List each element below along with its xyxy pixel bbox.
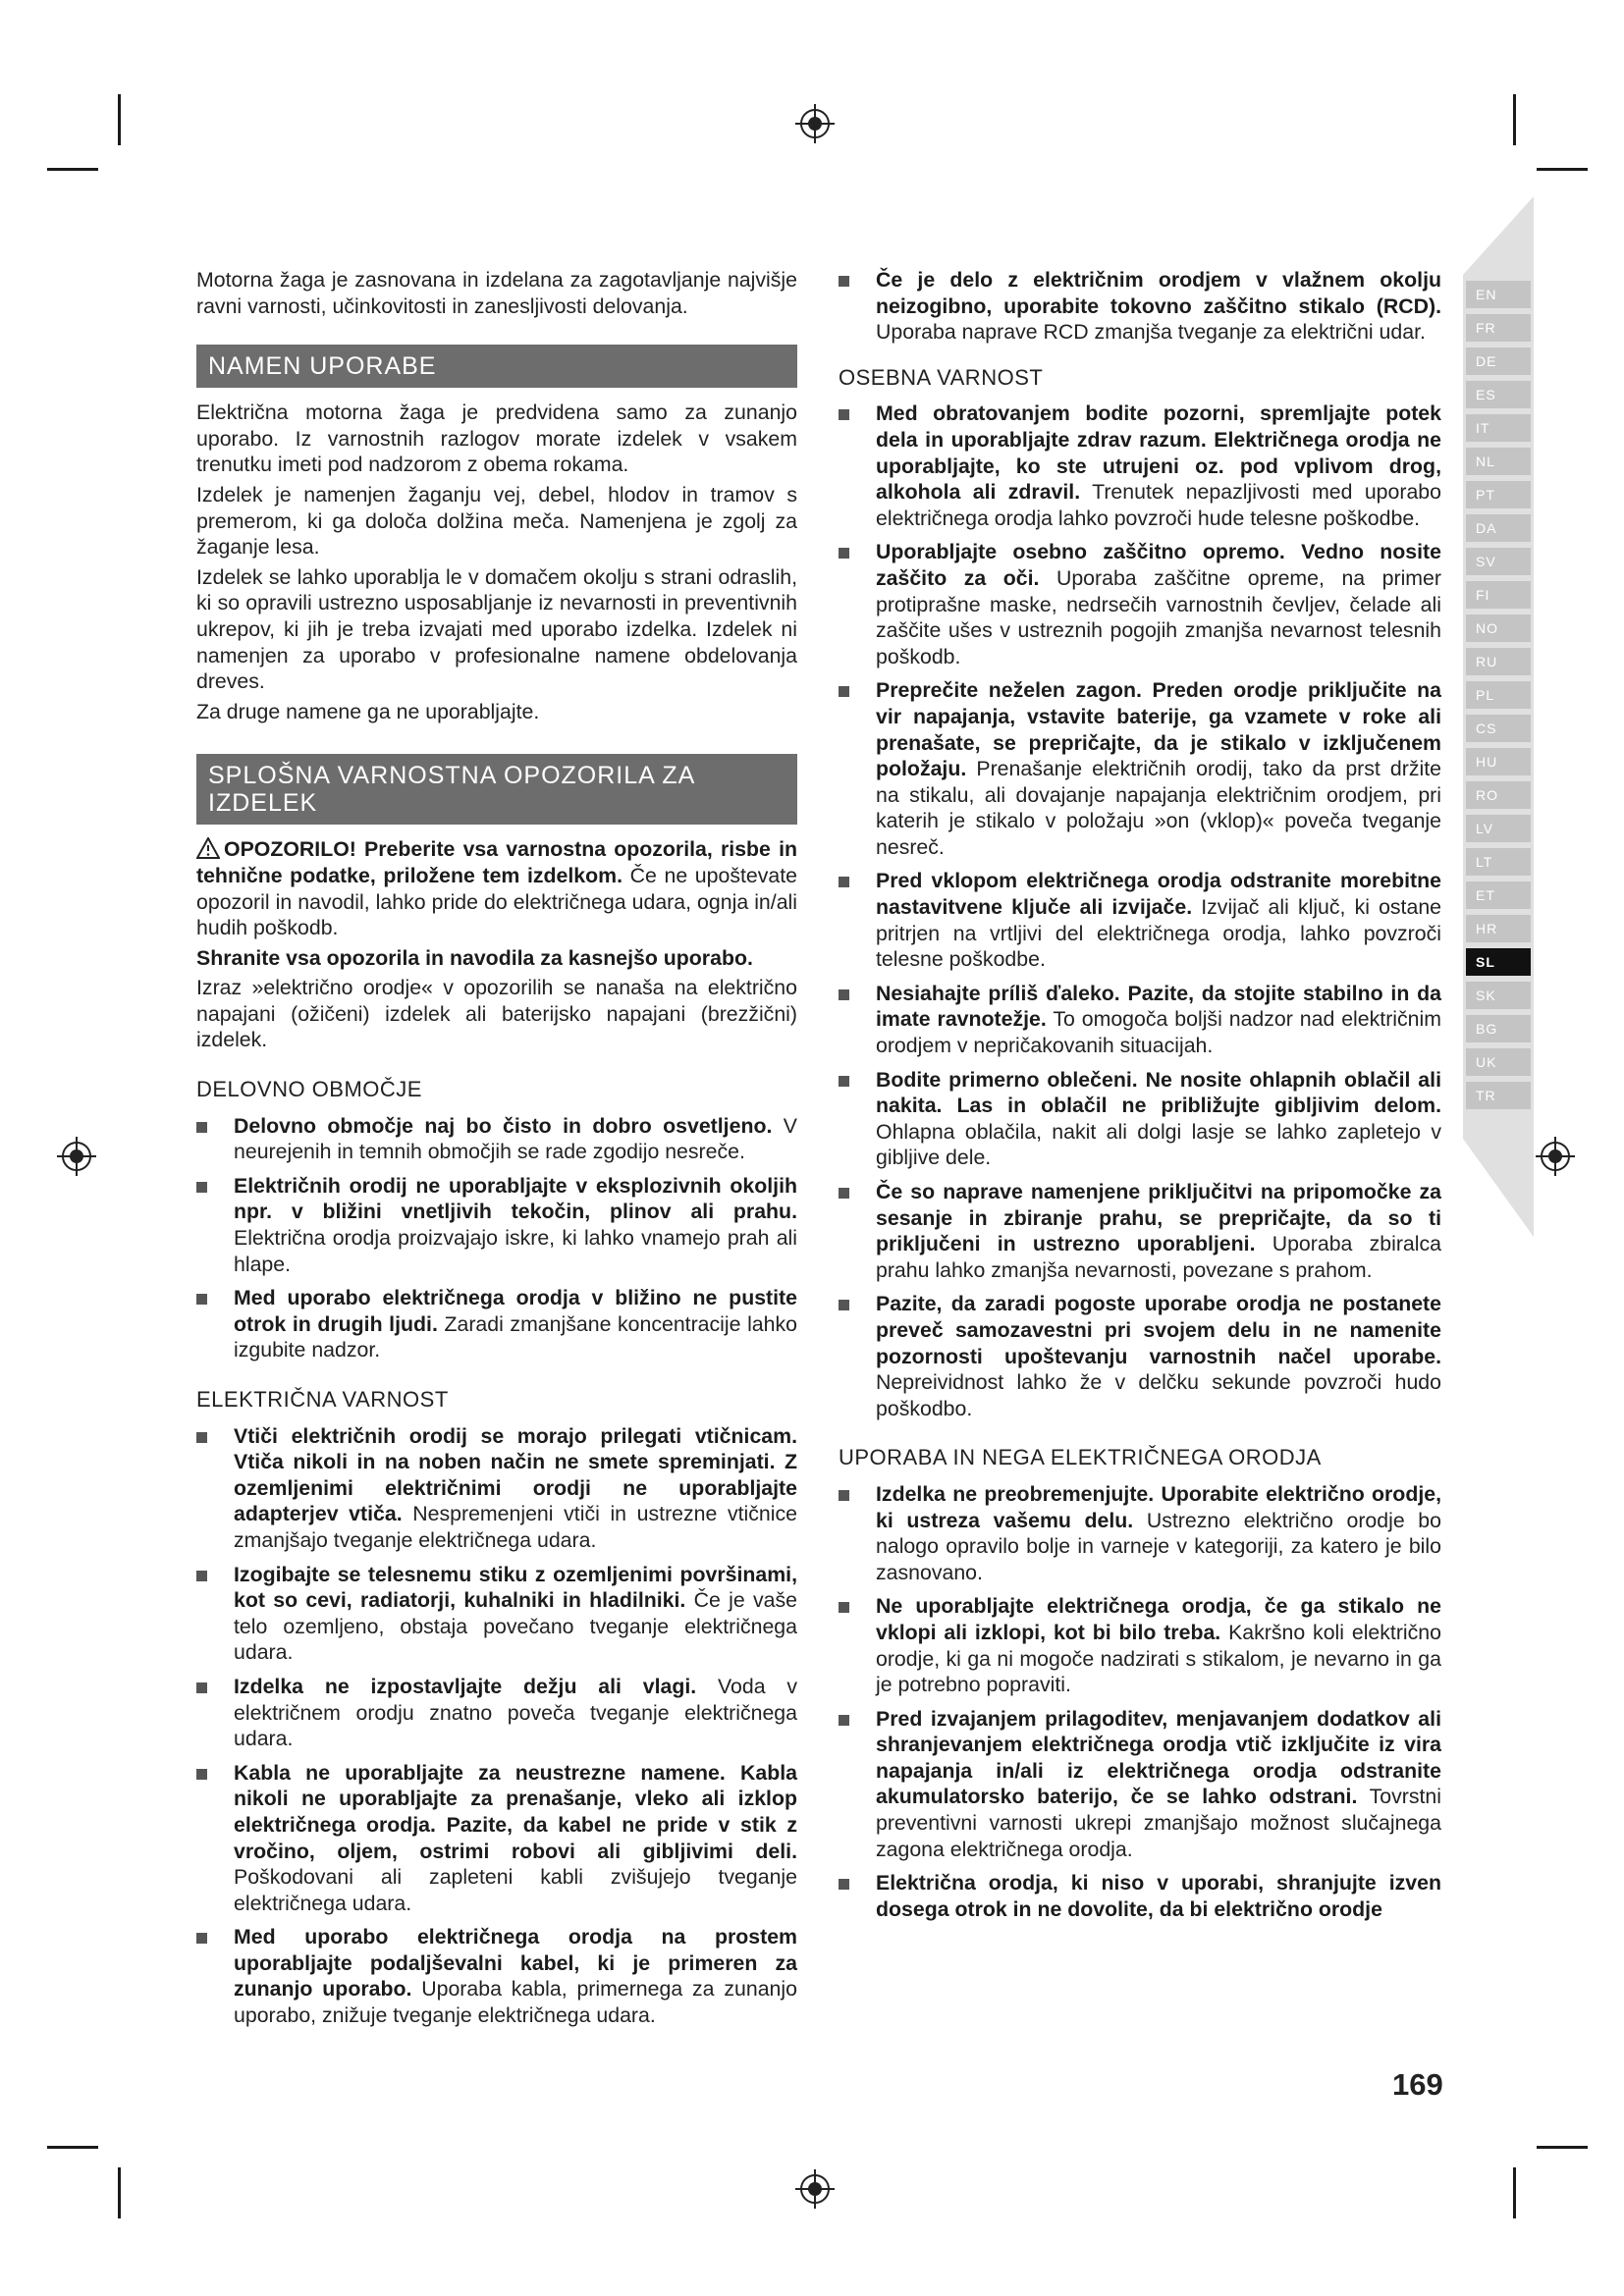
subheading-elektricna: ELEKTRIČNA VARNOST xyxy=(196,1387,449,1412)
list-item xyxy=(839,267,1441,346)
item-bold-text: Kabla ne uporabljajte za neustrezne namene. Kabla nikoli ne uporabljajte za prenašanje, vleko ali izklop električnega orodja. Pazite, da kabel ne pride v stik z vročino, oljem, ostrimi robovi ali gibljivimi deli. xyxy=(234,1760,797,1863)
bullet-square-icon xyxy=(196,1294,207,1305)
osebna-list xyxy=(839,400,1441,1421)
item-bold-text: Izdelka ne izpostavljajte dežju ali vlagi. xyxy=(234,1674,697,1698)
bullet-square-icon xyxy=(839,409,849,420)
language-tab-en: EN xyxy=(1466,281,1531,308)
list-item xyxy=(839,539,1441,669)
list-item xyxy=(839,677,1441,860)
list-item xyxy=(839,1706,1441,1863)
list-item xyxy=(839,1481,1441,1585)
bullet-square-icon xyxy=(839,1300,849,1310)
crop-mark xyxy=(118,2167,121,2218)
elektricna-list xyxy=(196,1423,797,2029)
item-bold-text: Pred vklopom električnega orodja odstranite morebitne nastavitvene ključe ali izvijače. xyxy=(876,869,1441,920)
language-tab-fr: FR xyxy=(1466,314,1531,342)
item-text: Uporaba naprave RCD zmanjša tveganje za električni udar. xyxy=(876,320,1426,345)
language-tab-nl: NL xyxy=(1466,448,1531,475)
item-text: Zaradi zmanjšane koncentracije lahko izgubite nadzor. xyxy=(234,1311,797,1362)
section-heading-namen: NAMEN UPORABE xyxy=(196,345,797,388)
item-bold-text: Med uporabo električnega orodja v bližino ne pustite otrok in drugih ljudi. xyxy=(234,1286,797,1336)
crop-mark xyxy=(1537,168,1588,171)
list-item xyxy=(839,868,1441,972)
language-tab-lt: LT xyxy=(1466,848,1531,876)
language-tab-tr: TR xyxy=(1466,1082,1531,1109)
crop-mark xyxy=(47,168,98,171)
bullet-square-icon xyxy=(196,1432,207,1443)
section-heading-splosna: SPLOŠNA VARNOSTNA OPOZORILA ZA IZDELEK xyxy=(196,754,797,825)
list-item xyxy=(196,1562,797,1666)
language-tab-it: IT xyxy=(1466,414,1531,442)
item-text: Ustrezno električno orodje bo nalogo opravilo bolje in varneje v kategoriji, za katero je bilo zasnovano. xyxy=(876,1508,1441,1584)
keep-instructions-text: Shranite vsa opozorila in navodila za kasnejšo uporabo. xyxy=(196,945,753,970)
warning-text: Če ne upoštevate opozoril in navodil, lahko pride do električnega udara, ognja in/ali hudih poškodb. xyxy=(196,863,797,940)
language-tab-uk: UK xyxy=(1466,1048,1531,1076)
list-item xyxy=(839,400,1441,531)
bullet-square-icon xyxy=(839,1715,849,1726)
bullet-square-icon xyxy=(839,548,849,559)
item-bold-text: Pazite, da zaradi pogoste uporabe orodja ne postanete preveč samozavestni pri svojem delu in ne namenite pozornosti upoštevanju varnostnih načel uporabe. xyxy=(876,1292,1441,1368)
bullet-square-icon xyxy=(839,1879,849,1890)
item-bold-text: Ne uporabljajte električnega orodja, če ga stikalo ne vklopi ali izklopi, kot bi bilo treba. xyxy=(876,1594,1441,1644)
list-item xyxy=(196,1113,797,1165)
list-item xyxy=(839,1870,1441,1922)
item-bold-text: Med obratovanjem bodite pozorni, spremljajte potek dela in uporabljajte zdrav razum. Električnega orodja ne uporabljajte, ko ste utrujeni oz. pod vplivom drog, alkohola ali zdravil. xyxy=(876,401,1441,505)
registration-mark-icon xyxy=(1534,1135,1577,1178)
registration-mark-icon xyxy=(793,2167,837,2211)
warning-paragraph xyxy=(196,836,797,940)
item-text: To omogoča boljši nadzor nad električnim orodjem v nepričakovanih situacijah. xyxy=(876,1007,1441,1058)
language-tab-lv: LV xyxy=(1466,815,1531,842)
rcd-list xyxy=(839,267,1441,346)
language-tab-fi: FI xyxy=(1466,581,1531,609)
language-tab-hr: HR xyxy=(1466,915,1531,942)
item-text: Nespremenjeni vtiči in ustrezne vtičnice zmanjšajo tveganje električnega udara. xyxy=(234,1502,797,1552)
bullet-square-icon xyxy=(196,1682,207,1693)
list-item xyxy=(196,1173,797,1277)
bullet-square-icon xyxy=(839,1188,849,1199)
bullet-square-icon xyxy=(839,1602,849,1613)
bullet-square-icon xyxy=(839,276,849,287)
language-tab-ro: RO xyxy=(1466,781,1531,809)
item-text: Če je vaše telo ozemljeno, obstaja povečano tveganje električnega udara. xyxy=(234,1588,797,1665)
delovno-list xyxy=(196,1113,797,1363)
item-bold-text: Preprečite neželen zagon. Preden orodje priključite na vir napajanja, vstavite baterije, ga vzamete v roke ali prenašate, se prepričajte, da je stikalo v izključenem položaju. xyxy=(876,678,1441,781)
intro-paragraph: Motorna žaga je zasnovana in izdelana za zagotavljanje najvišje ravni varnosti, učinkovitosti in zanesljivosti delovanja. xyxy=(196,268,797,318)
bullet-square-icon xyxy=(839,989,849,1000)
item-bold-text: Če je delo z električnim orodjem v vlažnem okolju neizogibno, uporabite tokovno zaščitno stikalo (RCD). xyxy=(876,268,1441,318)
item-text: Električna orodja proizvajajo iskre, ki lahko vnamejo prah ali hlape. xyxy=(234,1226,797,1276)
left-column xyxy=(196,267,797,2037)
language-tab-pt: PT xyxy=(1466,481,1531,508)
item-text: Trenutek nepazljivosti med uporabo električnega orodja lahko povzroči hude telesne poškodbe. xyxy=(876,480,1441,530)
subheading-uporaba: UPORABA IN NEGA ELEKTRIČNEGA ORODJA xyxy=(839,1445,1322,1470)
language-tab-sk: SK xyxy=(1466,982,1531,1009)
language-tab-cs: CS xyxy=(1466,715,1531,742)
item-bold-text: Bodite primerno oblečeni. Ne nosite ohlapnih oblačil ali nakita. Las in oblačil ne približujte gibljivim delom. xyxy=(876,1067,1441,1118)
item-text: Uporaba zbiralca prahu lahko zmanjša nevarnosti, povezane s prahom. xyxy=(876,1232,1441,1282)
item-text: Prenašanje električnih orodij, tako da prst držite na stikalu, ali dovajanje napajanja električnim orodjem, pri katerih je stikalo v položaju »on (vklop)« poveča tveganje nesreč. xyxy=(876,757,1441,859)
bullet-square-icon xyxy=(839,1076,849,1087)
uporaba-list xyxy=(839,1481,1441,1923)
list-item xyxy=(196,1760,797,1917)
language-tab-de: DE xyxy=(1466,347,1531,375)
warning-bold-text: OPOZORILO! Preberite vsa varnostna opozorila, risbe in tehnične podatke, priložene tem izdelkom. xyxy=(196,837,797,887)
item-text: Ohlapna oblačila, nakit ali dolgi lasje se lahko zapletejo v gibljive dele. xyxy=(876,1119,1441,1170)
right-column xyxy=(839,267,1441,1930)
registration-mark-icon xyxy=(55,1135,98,1178)
body-paragraph: Za druge namene ga ne uporabljajte. xyxy=(196,699,540,723)
bullet-square-icon xyxy=(196,1933,207,1944)
list-item xyxy=(196,1924,797,2028)
item-text: Voda v električnem orodju znatno poveča tveganje električnega udara. xyxy=(234,1674,798,1751)
list-item xyxy=(839,1067,1441,1171)
item-bold-text: Izdelka ne preobremenjujte. Uporabite električno orodje, ki ustreza vašemu delu. xyxy=(876,1481,1441,1532)
subheading-osebna: OSEBNA VARNOST xyxy=(839,364,1044,390)
list-item xyxy=(839,981,1441,1059)
term-note: Izraz »električno orodje« v opozorilih se nanaša na električno napajani (ožičeni) izdelek ali baterijsko napajani (brezžični) izdelek. xyxy=(196,976,797,1052)
body-paragraph: Električna motorna žaga je predvidena samo za zunanjo uporabo. Iz varnostnih razlogov morate izdelek v vsakem trenutku imeti pod nadzorom z obema rokama. xyxy=(196,400,797,477)
item-bold-text: Izogibajte se telesnemu stiku z ozemljenimi površinami, kot so cevi, radiatorji, kuhalniki in hladilniki. xyxy=(234,1562,797,1613)
list-item xyxy=(196,1285,797,1363)
language-tab-da: DA xyxy=(1466,514,1531,542)
list-item xyxy=(196,1423,797,1554)
item-text: Nepreividnost lahko že v delčku sekunde povzroči hudo poškodbo. xyxy=(876,1370,1441,1420)
item-text: Uporaba kabla, primernega za zunanjo uporabo, znižuje tveganje električnega udara. xyxy=(234,1977,797,2028)
language-tab-no: NO xyxy=(1466,614,1531,642)
crop-mark xyxy=(1513,2167,1516,2218)
item-bold-text: Če so naprave namenjene priključitvi na pripomočke za sesanje in zbiranje prahu, se prepričajte, da so ti priključeni in ustrezno uporabljeni. xyxy=(876,1180,1441,1256)
item-text: Kakršno koli električno orodje, ki ga ni mogoče nadzirati s stikalom, je nevarno in ga je potrebno popraviti. xyxy=(876,1620,1441,1697)
language-tab-ru: RU xyxy=(1466,648,1531,675)
bullet-square-icon xyxy=(196,1769,207,1780)
body-paragraph: Izdelek je namenjen žaganju vej, debel, hlodov in tramov s premerom, ki ga določa dolžina meča. Namenjena je zgolj za žaganje lesa. xyxy=(196,482,797,560)
registration-mark-icon xyxy=(793,102,837,145)
crop-mark xyxy=(47,2146,98,2149)
item-text: Tovrstni preventivni varnosti ukrepi zmanjšajo možnost slučajnega zagona električnega orodja. xyxy=(876,1785,1442,1861)
item-bold-text: Električna orodja, ki niso v uporabi, shranjujte izven dosega otrok in ne dovolite, da bi električno orodje xyxy=(876,1871,1441,1921)
bullet-square-icon xyxy=(196,1122,207,1133)
item-bold-text: Električnih orodij ne uporabljajte v eksplozivnih okoljih npr. v bližini vnetljivih tekočin, plinov ali prahu. xyxy=(234,1173,797,1224)
item-text: V neurejenih in temnih območjih se rade zgodijo nesreče. xyxy=(234,1113,797,1164)
item-bold-text: Pred izvajanjem prilagoditev, menjavanjem dodatkov ali shranjevanjem električnega orodja vtič izključite iz vira napajanja in/ali iz električnega orodja odstranite akumulatorsko baterijo, če se lahko odstrani. xyxy=(876,1706,1441,1809)
bullet-square-icon xyxy=(839,1490,849,1501)
item-text: Poškodovani ali zapleteni kabli zvišujejo tveganje električnega udara. xyxy=(234,1865,797,1915)
item-bold-text: Vtiči električnih orodij se morajo prilegati vtičnicam. Vtiča nikoli in na noben način ne smete spreminjati. Z ozemljenimi električnimi orodji ne uporabljajte adapterjev vtiča. xyxy=(234,1423,797,1526)
crop-mark xyxy=(1513,94,1516,145)
language-tab-sv: SV xyxy=(1466,548,1531,575)
item-bold-text: Delovno območje naj bo čisto in dobro osvetljeno. xyxy=(234,1113,773,1138)
list-item xyxy=(839,1179,1441,1283)
subheading-delovno: DELOVNO OBMOČJE xyxy=(196,1077,422,1102)
item-bold-text: Nesiahajte príliš ďaleko. Pazite, da stojite stabilno in da imate ravnotežje. xyxy=(876,981,1441,1032)
list-item xyxy=(839,1593,1441,1697)
list-item xyxy=(839,1291,1441,1421)
item-bold-text: Med uporabo električnega orodja na prostem uporabljajte podaljševalni kabel, ki je primeren za zunanjo uporabo. xyxy=(234,1925,797,2002)
item-text: Uporaba zaščitne opreme, na primer protiprašne maske, nedrsečih varnostnih čevljev, čelade ali zaščite ušes v ustreznih pogojih zmanjša nevarnost telesnih poškodb. xyxy=(876,565,1441,668)
list-item xyxy=(196,1674,797,1752)
item-text: Izvijač ali ključ, ki ostane pritrjen na vrtljivi del električnega orodja, lahko povzroči telesne poškodbe. xyxy=(876,895,1442,972)
keep-instructions xyxy=(196,945,797,972)
language-tabs xyxy=(1466,281,1531,1115)
crop-mark xyxy=(118,94,121,145)
body-paragraph: Izdelek se lahko uporablja le v domačem okolju s strani odraslih, ki so opravili ustrezno usposabljanje iz nevarnosti in preventivnih ukrepov, ki jih je treba izvajati med uporabo izdelka. Izdelek ni namenjen za uporabo v profesionalne namene obdelovanja dreves. xyxy=(196,564,797,694)
item-bold-text: Uporabljajte osebno zaščitno opremo. Vedno nosite zaščito za oči. xyxy=(876,540,1441,590)
bullet-square-icon xyxy=(839,877,849,887)
language-tab-pl: PL xyxy=(1466,681,1531,709)
language-tab-hu: HU xyxy=(1466,748,1531,775)
language-tab-bg: BG xyxy=(1466,1015,1531,1042)
warning-triangle-icon xyxy=(196,837,220,859)
bullet-square-icon xyxy=(839,686,849,697)
language-tab-et: ET xyxy=(1466,881,1531,909)
crop-mark xyxy=(1537,2146,1588,2149)
page-number: 169 xyxy=(1392,2067,1443,2102)
bullet-square-icon xyxy=(196,1571,207,1581)
language-tab-es: ES xyxy=(1466,381,1531,408)
language-tab-sl: SL xyxy=(1466,948,1531,976)
bullet-square-icon xyxy=(196,1182,207,1193)
